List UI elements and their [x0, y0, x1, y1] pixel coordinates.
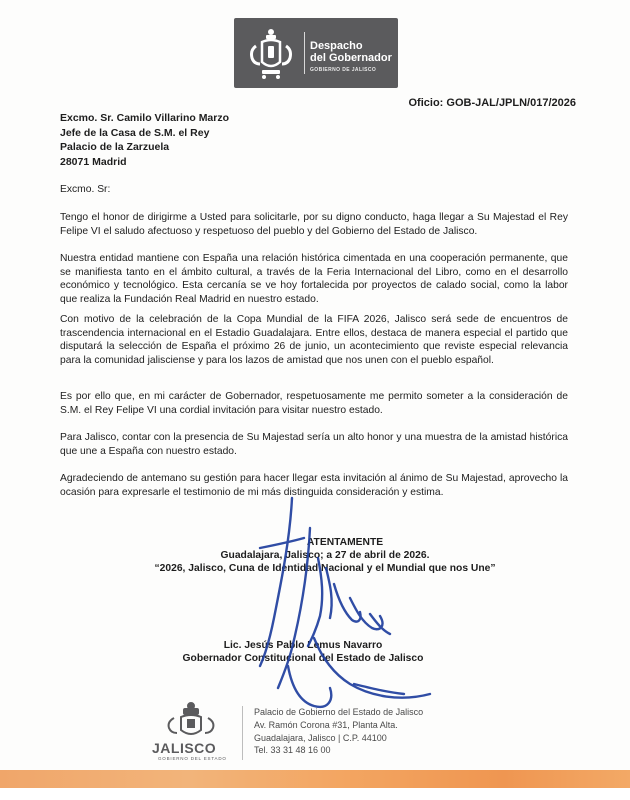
signer-title: Gobernador Constitucional del Estado de Jalisco — [182, 653, 424, 664]
despacho-logo — [234, 18, 398, 88]
signer-name: Lic. Jesús Pablo Lemus Navarro — [223, 640, 383, 651]
bottom-margin — [0, 788, 630, 800]
address-line-2: Av. Ramón Corona #31, Planta Alta. — [254, 719, 398, 730]
paragraph-6: Agradeciendo de antemano su gestión para hacer llegar esta invitación al ánimo de Su Majestad, aprovecho la ocasión para expresarle el testimonio de mi más distinguida consideración y estima. — [60, 473, 568, 498]
recipient-block — [60, 111, 229, 169]
paragraph-4: Es por ello que, en mi carácter de Gobernador, respetuosamente me permito someter a la consideración de S.M. el Rey Felipe VI una cordial invitación para visitar nuestro estado. — [60, 391, 568, 416]
address-line-1: Palacio de Gobierno del Estado de Jalisco — [254, 707, 424, 717]
coat-of-arms-icon — [242, 24, 300, 82]
jalisco-wordmark: JALISCO — [152, 740, 217, 756]
recipient-city: 28071 Madrid — [60, 155, 127, 168]
logo-divider — [304, 32, 305, 74]
oficio-number: Oficio: GOB-JAL/JPLN/017/2026 — [408, 97, 576, 109]
logo-title-line1: Despacho — [310, 40, 363, 52]
salutation: Excmo. Sr: — [60, 184, 111, 195]
closing-atentamente: ATENTAMENTE — [306, 537, 384, 548]
recipient-address: Palacio de la Zarzuela — [60, 141, 170, 153]
decorative-footer-band — [0, 770, 630, 788]
footer-divider — [242, 706, 243, 760]
recipient-name: Excmo. Sr. Camilo Villarino Marzo — [60, 112, 230, 124]
recipient-position: Jefe de la Casa de S.M. el Rey — [60, 126, 210, 139]
paragraph-5: Para Jalisco, contar con la presencia de Su Majestad sería un alto honor y una muestra de la amistad histórica que une a España con nuestro estado. — [60, 432, 568, 457]
year-motto: “2026, Jalisco, Cuna de Identidad Nacional y el Mundial que nos Une” — [154, 563, 496, 574]
place-and-date: Guadalajara, Jalisco; a 27 de abril de 2026. — [220, 550, 430, 561]
address-phone: Tel. 33 31 48 16 00 — [254, 745, 331, 756]
logo-title-line2: del Gobernador — [310, 52, 392, 64]
address-line-3: Guadalajara, Jalisco | C.P. 44100 — [254, 732, 387, 743]
paragraph-1: Tengo el honor de dirigirme a Usted para solicitarle, por su digno conducto, haga llegar a Su Majestad el Rey Felipe VI el saludo afectuoso y respetuoso del pueblo y del Gobierno del Estado de Jalisco. — [60, 212, 568, 237]
handwritten-signature — [230, 488, 460, 718]
paragraph-2: Nuestra entidad mantiene con España una relación histórica cimentada en una cooperación permanente, que se manifiesta tanto en el ámbito cultural, a través de la Feria Internacional del Libro, como en el desarrollo económico y tecnológico. Esta cercanía se ve hoy fortalecida por proyectos de calado social, como la labor que realiza la Fundación Real Madrid en nuestro estado. — [60, 253, 568, 305]
footer-address — [254, 706, 423, 757]
gobierno-del-estado-label: GOBIERNO DEL ESTADO — [158, 756, 227, 761]
paragraph-3: Con motivo de la celebración de la Copa Mundial de la FIFA 2026, Jalisco será sede de encuentros de trascendencia internacional en el Estadio Guadalajara. Entre ellos, destaca de manera especial el partido que disputará la selección de España el próximo 26 de junio, un acontecimiento que reviste especial relevancia para la comunidad jalisciense y para los lazos de amistad que nos unen con el pueblo español. — [60, 314, 568, 366]
logo-subtitle: GOBIERNO DE JALISCO — [310, 67, 377, 73]
